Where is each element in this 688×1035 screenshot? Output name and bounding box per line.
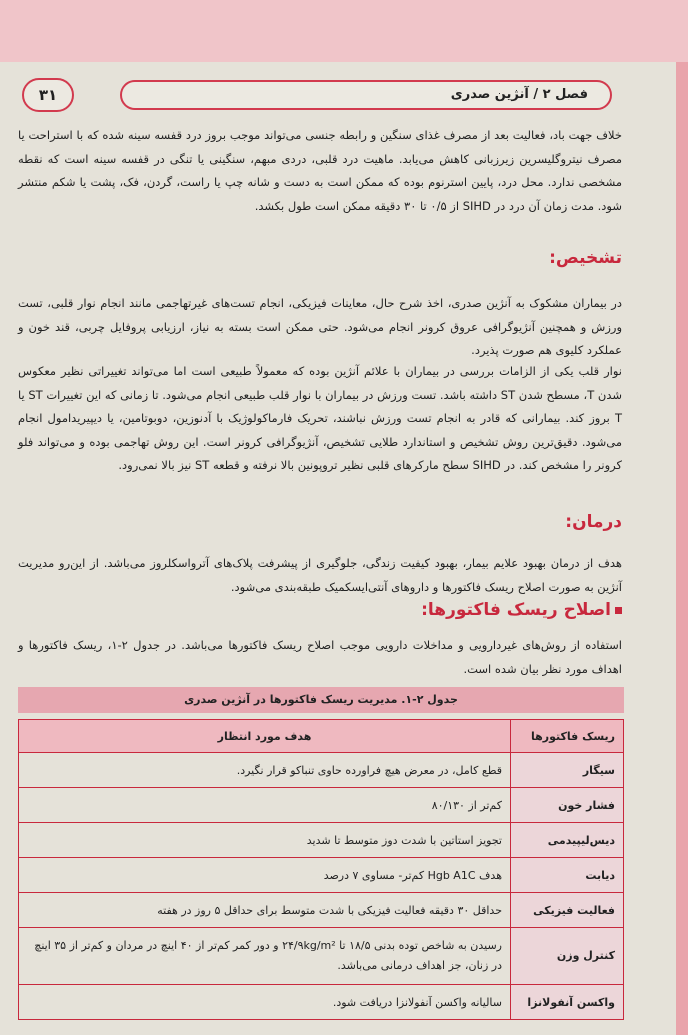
diagnosis-heading-text: تشخیص: (549, 248, 622, 268)
table-row (19, 823, 624, 858)
table-cell-factor: سیگار (511, 753, 624, 788)
treatment-heading (565, 512, 622, 532)
table-cell-factor: فشار خون (511, 788, 624, 823)
table-row (19, 753, 624, 788)
intro-paragraph: خلاف جهت باد، فعالیت بعد از مصرف غذای سنگین و رابطه جنسی می‌تواند موجب بروز درد قفسه سینه شده که با استراحت یا مصرف نیتروگلیسرین زیرزبانی کاهش می‌یابد. ماهیت درد قلبی، دردی مبهم، سنگینی یا تنگی در قفسه سینه است که نقطه مشخصی ندارد. محل درد، پایین استرنوم بوده که ممکن است به دست و شانه چپ یا راست، گردن، فک، پشت یا شکم منتشر شود. مدت زمان آن درد در SIHD از ۰/۵ تا ۳۰ دقیقه ممکن است طول بکشد. (18, 128, 622, 213)
table-header-factor: ریسک فاکتورها (511, 720, 624, 753)
table-cell-factor: دیس‌لیپیدمی (511, 823, 624, 858)
risk-factors-heading (421, 600, 622, 620)
table-header-goal: هدف مورد انتظار (19, 720, 511, 753)
table-cell-factor: دیابت (511, 858, 624, 893)
table-cell-goal: حداقل ۳۰ دقیقه فعالیت فیزیکی با شدت متوسط برای حداقل ۵ روز در هفته (19, 893, 511, 928)
table-cell-goal: سالیانه واکسن آنفولانزا دریافت شود. (19, 985, 511, 1020)
chapter-header (120, 80, 612, 110)
table-caption: جدول ۲-۱. مدیریت ریسک فاکتورها در آنژین صدری (18, 687, 624, 713)
table-cell-goal: قطع کامل، در معرض هیچ فراورده حاوی تنباکو قرار نگیرد. (19, 753, 511, 788)
risk-factors-paragraph: استفاده از روش‌های غیردارویی و مداخلات دارویی موجب اصلاح ریسک فاکتورها می‌باشد. در جدول ۲-۱، ریسک فاکتورها و اهداف مورد نظر بیان شده است. (18, 638, 623, 676)
table-cell-factor: کنترل وزن (511, 928, 624, 985)
treatment-paragraph: هدف از درمان بهبود علایم بیمار، بهبود کیفیت زندگی، جلوگیری از پیشرفت پلاک‌های آترواسکلروز می‌باشد. از این‌رو مدیریت آنژین به صورت اصلاح ریسک فاکتورها و داروهای آنتی‌ایسکمیک طبقه‌بندی می‌شود. (18, 556, 622, 594)
diagnosis-heading (549, 248, 622, 268)
risk-factor-table-block (18, 687, 624, 1009)
table-row (19, 893, 624, 928)
table-row (19, 928, 624, 985)
risk-factors-heading-text: اصلاح ریسک فاکتورها: (421, 600, 611, 620)
table-cell-factor: واکسن آنفولانزا (511, 985, 624, 1020)
table-row (19, 985, 624, 1020)
chapter-title: فصل ۲ / آنژین صدری (450, 87, 588, 102)
diagnosis-paragraph-1: در بیماران مشکوک به آنژین صدری، اخذ شرح حال، معاینات فیزیکی، انجام تست‌های غیرتهاجمی مانند انجام نوار قلبی، تست ورزش و همچنین آنژیوگرافی عروق کرونر انجام می‌شود. حتی ممکن است بسته به نیاز، ارزیابی پروفایل چربی، قند خون و عملکرد کلیوی هم صورت پذیرد. (18, 296, 622, 357)
page-number: ۳۱ (22, 78, 74, 112)
square-bullet-icon (615, 607, 622, 614)
table-cell-goal: هدف Hgb A1C کم‌تر- مساوی ۷ درصد (19, 858, 511, 893)
treatment-heading-text: درمان: (565, 512, 622, 532)
table-cell-goal: رسیدن به شاخص توده بدنی ۱۸/۵ تا ۲۴/۹kg/m² و دور کمر کم‌تر از ۴۰ اینچ در مردان و کم‌تر از ۳۵ اینچ در زنان، جز اهداف درمانی می‌باشد. (19, 928, 511, 985)
diagnosis-paragraph-2: نوار قلب یکی از الزامات بررسی در بیماران با علائم آنژین بوده که معمولاً طبیعی است اما می‌تواند تغییراتی نظیر معکوس شدن T، مسطح شدن ST داشته باشد. تست ورزش در بیماران با نوار قلب طبیعی انجام می‌شود. تا زمانی که این تغییرات ST یا T بروز کند. بیمارانی که قادر به انجام تست ورزش نباشند، تحریک فارماکولوژیک با آدنوزین، دوبوتامین، یا دیپیریدامول انجام می‌شود. دقیق‌ترین روش تشخیص و استاندارد طلایی تشخیص، آنژیوگرافی کرونر است. این روش تهاجمی بوده و می‌تواند فلو کرونر را مشخص کند. در SIHD سطح مارکرهای قلبی نظیر تروپونین بالا نرفته و قطعه ST نیز بالا نمی‌رود. (18, 364, 622, 472)
page-edge-strip (676, 62, 688, 1035)
table-row (19, 858, 624, 893)
table-header-row (19, 720, 624, 753)
table-row (19, 788, 624, 823)
table-cell-goal: تجویز استاتین با شدت دوز متوسط تا شدید (19, 823, 511, 858)
risk-factor-table (18, 719, 624, 1020)
page-top-band (0, 0, 688, 62)
table-cell-factor: فعالیت فیزیکی (511, 893, 624, 928)
table-cell-goal: کم‌تر از ۸۰/۱۳۰ (19, 788, 511, 823)
